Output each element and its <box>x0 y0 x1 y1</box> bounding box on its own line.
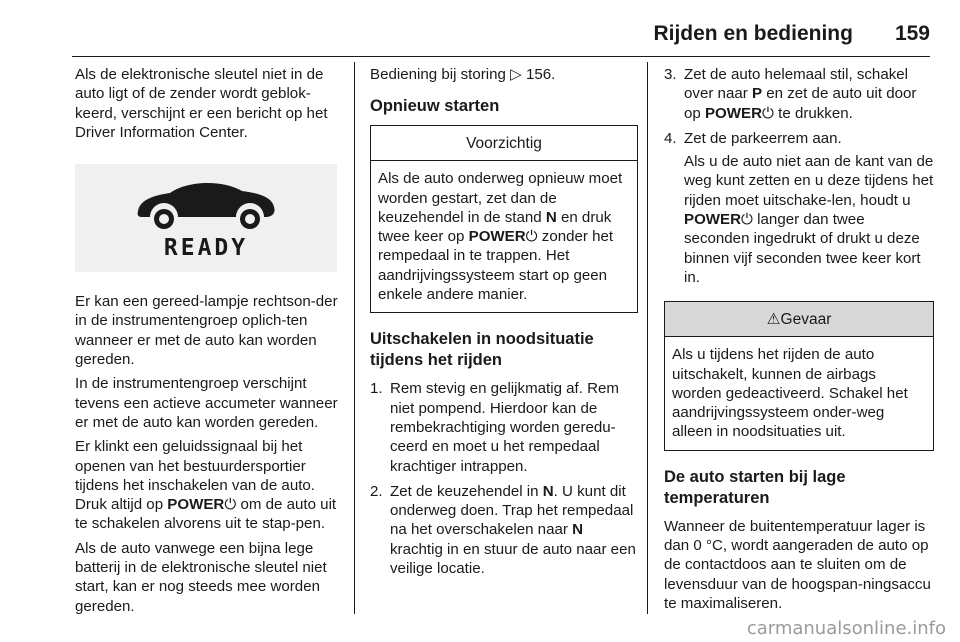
section-title: Rijden en bediening <box>653 22 853 45</box>
text: Zet de parkeerrem aan. <box>684 129 842 147</box>
watermark: carmanualsonline.info <box>746 618 946 639</box>
column-2 <box>370 65 638 584</box>
page-number: 159 <box>894 22 930 45</box>
power-label: POWER <box>704 104 763 122</box>
text: krachtig in en stuur de auto naar een veilige locatie. <box>390 540 636 578</box>
text: Als u de auto niet aan de kant van de weg kunt zetten en u deze tijdens het rijden moet uitschake-len, houdt u <box>684 153 934 209</box>
ready-label: READY <box>163 235 249 262</box>
power-icon: ⏻ <box>525 228 538 246</box>
list-item <box>664 129 934 287</box>
list-item <box>370 379 638 475</box>
gear-label: N <box>572 521 583 539</box>
power-label: POWER <box>684 211 742 229</box>
power-icon: ⏻ <box>224 496 237 514</box>
header-rule <box>72 56 930 57</box>
paragraph: Als de auto vanwege een bijna lege batterij in de elektronische sleutel niet start, kan er nog steeds mee worden gereden. <box>75 539 327 615</box>
text: Er klinkt een geluidssignaal bij het openen van het bestuurdersportier tijdens het inschakelen van de auto. Druk altijd op <box>75 438 315 514</box>
page-ref-arrow-icon: ▷ <box>510 66 526 83</box>
text: Als de auto onderweg opnieuw moet worden gestart, zet dan de keuzehendel in de stand <box>378 170 623 226</box>
column-3 <box>664 65 934 618</box>
power-label: POWER <box>468 228 526 246</box>
steps-list <box>664 65 934 287</box>
paragraph <box>370 65 638 84</box>
step-number: 4. <box>664 129 677 147</box>
power-icon: ⏻ <box>741 211 753 229</box>
text: Zet de auto helemaal stil, schakel over naar <box>684 66 909 103</box>
step-number: 2. <box>370 482 383 500</box>
text: Bediening bij storing <box>370 66 511 83</box>
page-header <box>0 22 930 52</box>
paragraph: Als de elektronische sleutel niet in de auto ligt of de zender wordt geblok-keerd, verschijnt er een bericht op het Driver Information Center. <box>75 66 328 141</box>
text: langer dan twee seconden ingedrukt of drukt u deze binnen vijf seconden twee keer kort in. <box>684 211 921 286</box>
paragraph <box>75 437 343 533</box>
page-ref-link[interactable]: 156. <box>525 66 556 83</box>
gear-label: N <box>542 482 554 500</box>
paragraph: Wanneer de buitentemperatuur lager is dan 0 °C, wordt aangeraden de auto op de contactdoos aan te sluiten om de levensduur van de hoogspan-ningsaccu te maximaliseren. <box>664 517 931 612</box>
power-label: POWER <box>167 496 225 514</box>
gear-label: P <box>751 85 763 103</box>
steps-list <box>370 379 638 578</box>
text: Rem stevig en gelijkmatig af. Rem niet pompend. Hierdoor kan de rembekrachtiging worden geredu-ceerd en moet u het rempedaal krachtiger intrappen. <box>390 380 620 475</box>
column-divider <box>647 62 648 614</box>
column-divider <box>354 62 355 614</box>
text: Zet de keuzehendel in <box>390 482 543 500</box>
danger-title: Gevaar <box>780 310 832 328</box>
caution-box <box>370 125 638 313</box>
list-item <box>370 482 638 578</box>
danger-box <box>664 301 934 450</box>
text: te drukken. <box>773 104 853 122</box>
section-heading: De auto starten bij lage temperaturen <box>664 467 846 507</box>
text: . U kunt dit onderweg doen. Trap het rempedaal na het overschakelen naar <box>390 482 634 539</box>
paragraph: Er kan een gereed-lampje rechtson-der in de instrumentengroep oplich-ten wanneer er met de auto kan worden gereden. <box>75 293 338 369</box>
gear-label: N <box>545 208 557 226</box>
danger-header <box>665 302 933 337</box>
warning-triangle-icon: ⚠ <box>766 310 781 328</box>
step-subtext <box>684 152 934 287</box>
paragraph: In de instrumentengroep verschijnt tevens een actieve accumeter wanneer er met de auto kan worden gereden. <box>75 375 338 431</box>
power-icon: ⏻ <box>762 104 774 122</box>
ready-car-icon <box>126 175 286 261</box>
text: zonder het rempedaal in te trappen. Het aandrijvingssysteem start op geen enkele andere manier. <box>378 228 614 304</box>
text: en zet de auto uit door op <box>684 85 917 122</box>
text: om de auto uit te schakelen alvorens uit te stap-pen. <box>75 496 337 533</box>
text: en druk twee keer op <box>378 208 612 246</box>
step-number: 1. <box>370 380 383 398</box>
section-heading: Uitschakelen in noodsituatie tijdens het rijden <box>370 330 594 370</box>
column-1 <box>75 65 343 621</box>
danger-text: Als u tijdens het rijden de auto uitschakelt, kunnen de airbags worden gedeactiveerd. Schakel het aandrijvingssysteem onder-weg alleen in noodsituaties uit. <box>672 346 908 441</box>
list-item <box>664 65 934 123</box>
section-heading: Opnieuw starten <box>370 97 500 116</box>
caution-title: Voorzichtig <box>371 126 637 161</box>
caution-text <box>371 161 637 312</box>
step-number: 3. <box>664 66 677 83</box>
ready-indicator-illustration <box>75 164 337 272</box>
